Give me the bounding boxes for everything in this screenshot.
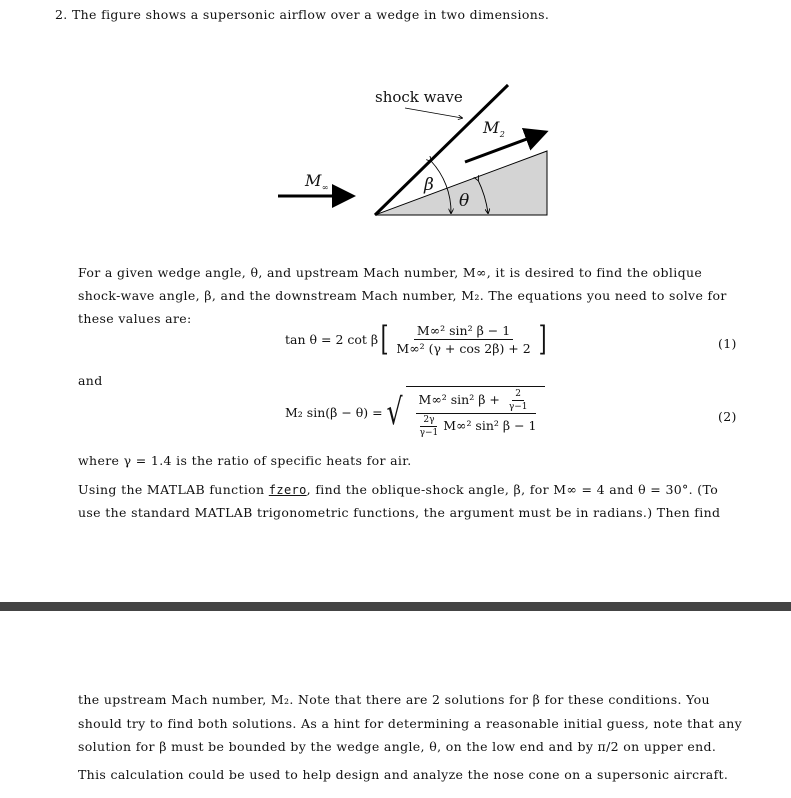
paragraph-line: the upstream Mach number, M₂. Note that there are 2 solutions for β for these conditions. You bbox=[78, 692, 710, 707]
paragraph-line: For a given wedge angle, θ, and upstream Mach number, M∞, it is desired to find the oblique bbox=[78, 265, 703, 280]
wedge-figure bbox=[0, 0, 791, 240]
minf-label: $M_\infty$ bbox=[305, 171, 329, 193]
and-text: and bbox=[78, 373, 103, 388]
equation-2-number: (2) bbox=[718, 409, 737, 424]
shock-label-pointer bbox=[405, 108, 462, 118]
paragraph-line: shock-wave angle, β, and the downstream Mach number, M₂. The equations you need to solve for bbox=[78, 288, 727, 303]
theta-label: θ bbox=[459, 191, 470, 211]
problem-intro: 2. The figure shows a supersonic airflow over a wedge in two dimensions. bbox=[55, 7, 550, 22]
page-divider bbox=[0, 602, 791, 611]
where-line: where γ = 1.4 is the ratio of specific heats for air. bbox=[78, 453, 412, 468]
beta-label: β bbox=[424, 175, 435, 195]
fzero-code: fzero bbox=[268, 483, 307, 497]
paragraph-line: use the standard MATLAB trigonometric functions, the argument must be in radians.) Then find bbox=[78, 505, 721, 520]
equation-1: tan θ = 2 cot β [ $\frac{\text{M∞² sin² β − 1}}{\text{M∞² (γ + cos 2β) + 2}}$ ] bbox=[285, 319, 547, 359]
equation-2: M₂ sin(β − θ) = √ M∞² sin² β + $\frac{2}{\gamma-1}$ $\frac{2\gamma}{\gamma-1}$ M∞² sin² β − 1 bbox=[285, 386, 545, 438]
m2-label: $M_2$ bbox=[483, 118, 506, 140]
shock-wave-label: shock wave bbox=[375, 88, 463, 106]
paragraph-line: should try to find both solutions. As a hint for determining a reasonable initial guess, note that any bbox=[78, 716, 743, 731]
wedge-diagram bbox=[0, 0, 791, 240]
paragraph-line: Using the MATLAB function fzero, find the oblique-shock angle, β, for M∞ = 4 and θ = 30°. (To bbox=[78, 482, 719, 497]
paragraph-line: solution for β must be bounded by the wedge angle, θ, on the low end and by π/2 on upper end. bbox=[78, 739, 717, 754]
equation-1-number: (1) bbox=[718, 336, 737, 351]
sqrt-sign: √ bbox=[386, 391, 403, 433]
paragraph-line: these values are: bbox=[78, 311, 192, 326]
paragraph-line: This calculation could be used to help design and analyze the nose cone on a supersonic aircraft. bbox=[78, 767, 729, 782]
